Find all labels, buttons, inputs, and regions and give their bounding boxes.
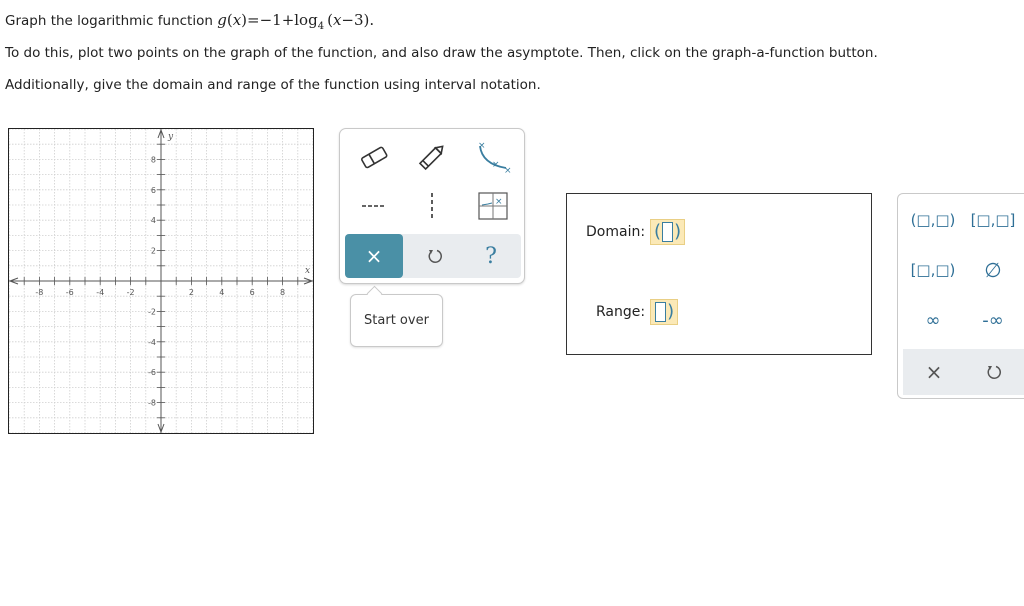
undo-icon <box>986 364 1002 380</box>
log-argument-variable: x <box>332 11 342 29</box>
range-input[interactable] <box>650 299 678 325</box>
half-open-interval-label: [□,□) <box>910 261 956 279</box>
function-name: g <box>217 11 227 29</box>
close-paren: ) <box>674 221 682 242</box>
vertical-asymptote-icon <box>427 191 437 221</box>
function-variable: x <box>232 11 242 29</box>
start-over-label: Start over <box>364 313 429 328</box>
horizontal-asymptote-tool[interactable] <box>354 191 394 221</box>
domain-input[interactable] <box>650 219 685 245</box>
y-axis-label: y <box>168 132 174 142</box>
coordinate-plane[interactable] <box>9 129 313 433</box>
negative-infinity-icon: -∞ <box>982 309 1004 331</box>
open-paren: ( <box>654 221 662 242</box>
x-tick-label: 6 <box>249 288 255 297</box>
x-tick-label: -8 <box>35 288 44 297</box>
log-curve-icon <box>472 138 512 176</box>
input-cursor <box>655 302 666 322</box>
close-icon: × <box>365 244 383 268</box>
start-over-button[interactable] <box>350 294 443 347</box>
infinity-icon: ∞ <box>925 309 941 331</box>
domain-row <box>586 219 685 245</box>
range-row <box>596 299 678 325</box>
infinity-button[interactable] <box>904 304 962 336</box>
y-tick-label: -2 <box>148 307 156 317</box>
empty-set-button[interactable] <box>964 254 1022 286</box>
close-paren: ) <box>667 301 675 322</box>
instruction-line-1 <box>5 11 374 32</box>
half-open-interval-button[interactable] <box>904 254 962 286</box>
x-tick-label: 2 <box>188 288 194 297</box>
palette-clear-button[interactable] <box>905 356 963 388</box>
x-tick-label: 4 <box>219 288 225 297</box>
undo-button[interactable] <box>409 234 461 278</box>
function-expression: $g(x)=-1+\log_4$ (x−3). <box>217 11 375 32</box>
x-tick-label: -4 <box>96 288 105 297</box>
log-argument-shift: −3 <box>341 11 364 29</box>
close-icon: × <box>925 360 943 384</box>
open-interval-label: (□,□) <box>910 211 956 229</box>
palette-undo-button[interactable] <box>965 356 1023 388</box>
palette-action-bar <box>903 349 1024 395</box>
graph-tool-panel <box>339 128 525 284</box>
instruction-line-2: To do this, plot two points on the graph of the function, and also draw the asymptote. Then, click on the graph-a-function button. <box>5 45 878 61</box>
graph-a-function-button[interactable] <box>476 189 510 223</box>
undo-icon <box>427 248 443 264</box>
instruction-line-3: Additionally, give the domain and range of the function using interval notation. <box>5 77 541 93</box>
instruction-text: Graph the logarithmic function <box>5 13 213 29</box>
open-interval-button[interactable] <box>904 204 962 236</box>
interval-palette <box>897 193 1024 399</box>
function-body: =−1+log <box>247 11 318 29</box>
y-tick-label: 2 <box>150 246 156 256</box>
help-icon: ? <box>485 243 497 269</box>
svg-text:×: × <box>495 197 503 207</box>
horizontal-asymptote-icon <box>358 201 390 211</box>
svg-text:×: × <box>492 160 500 170</box>
pencil-icon <box>416 143 448 171</box>
range-label: Range: <box>596 304 646 320</box>
svg-text:×: × <box>504 166 512 176</box>
pencil-tool[interactable] <box>412 139 452 175</box>
y-tick-label: 6 <box>150 185 156 195</box>
closed-interval-button[interactable] <box>964 204 1022 236</box>
answer-box <box>566 193 872 355</box>
x-tick-label: -6 <box>65 288 74 297</box>
y-tick-label: 4 <box>150 216 156 226</box>
graph-area[interactable] <box>8 128 314 434</box>
vertical-asymptote-tool[interactable] <box>414 189 450 223</box>
input-cursor <box>662 222 673 242</box>
y-tick-label: 8 <box>150 155 156 165</box>
y-tick-label: -8 <box>148 398 156 408</box>
log-base: 4 <box>317 21 325 32</box>
help-button[interactable] <box>465 234 517 278</box>
domain-label: Domain: <box>586 224 646 240</box>
clear-graph-button[interactable] <box>345 234 403 278</box>
tool-action-bar <box>345 234 521 278</box>
log-curve-tool[interactable] <box>470 137 514 177</box>
graph-a-function-icon <box>478 192 508 220</box>
svg-text:×: × <box>478 141 486 151</box>
eraser-tool[interactable] <box>354 139 394 175</box>
eraser-icon <box>358 145 390 169</box>
negative-infinity-button[interactable] <box>964 304 1022 336</box>
x-tick-label: 8 <box>280 288 286 297</box>
x-tick-label: -2 <box>126 288 135 297</box>
empty-set-icon: ∅ <box>984 258 1002 282</box>
y-tick-label: -6 <box>148 368 156 378</box>
y-tick-label: -4 <box>148 337 156 347</box>
closed-interval-label: [□,□] <box>970 211 1016 229</box>
x-axis-label: x <box>305 266 311 276</box>
